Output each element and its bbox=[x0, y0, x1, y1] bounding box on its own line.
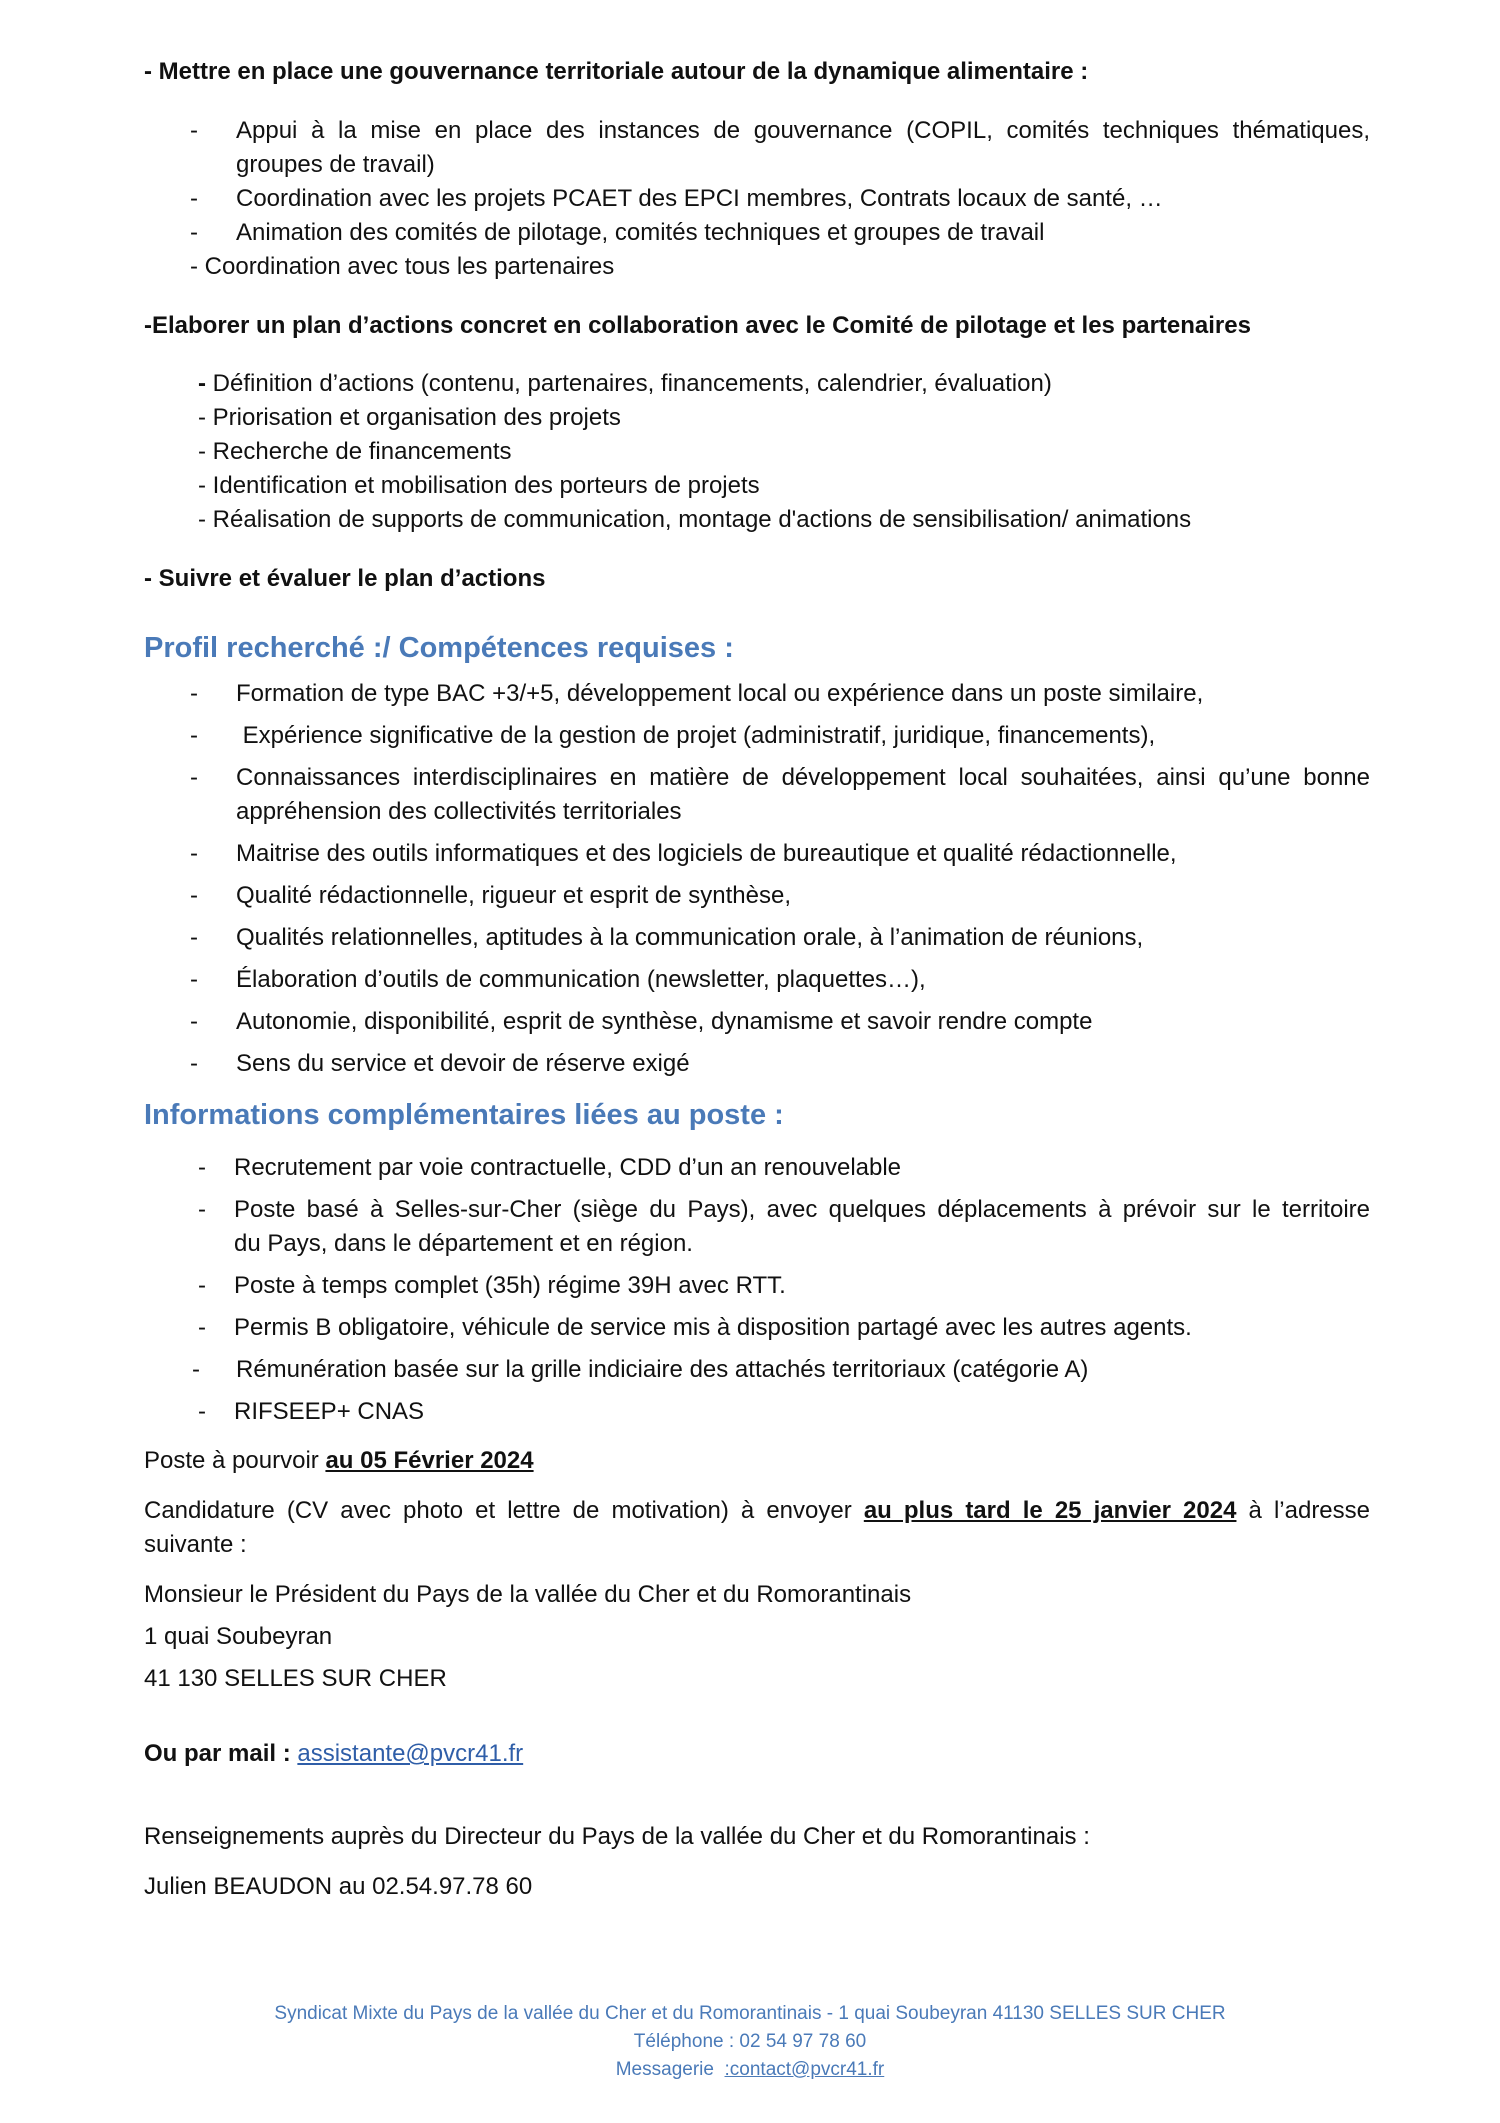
list-item: Qualité rédactionnelle, rigueur et esprit de synthèse, bbox=[236, 882, 791, 909]
bullet-dash: - bbox=[190, 117, 198, 144]
list-item: Maitrise des outils informatiques et des logiciels de bureautique et qualité rédactionnelle, bbox=[236, 840, 1177, 867]
list-item: - Définition d’actions (contenu, partenaires, financements, calendrier, évaluation) bbox=[198, 370, 1052, 397]
bullet-dash: - bbox=[198, 1272, 206, 1299]
list-item: Sens du service et devoir de réserve exigé bbox=[236, 1050, 690, 1077]
bullet-dash: - bbox=[190, 185, 198, 212]
list-item: Appui à la mise en place des instances de gouvernance (COPIL, comités techniques thématiques, bbox=[236, 117, 1370, 144]
list-item: Poste basé à Selles-sur-Cher (siège du Pays), avec quelques déplacements à prévoir sur le territoire bbox=[234, 1196, 1370, 1223]
list-item: Poste à temps complet (35h) régime 39H avec RTT. bbox=[234, 1272, 786, 1299]
list-item: RIFSEEP+ CNAS bbox=[234, 1398, 425, 1425]
bullet-dash: - bbox=[190, 882, 198, 909]
list-item: Coordination avec les projets PCAET des EPCI membres, Contrats locaux de santé, … bbox=[236, 185, 1163, 212]
mail-line: Ou par mail : assistante@pvcr41.fr bbox=[144, 1740, 524, 1767]
section-title-plan-actions: -Elaborer un plan d’actions concret en collaboration avec le Comité de pilotage et les partenaires bbox=[144, 312, 1251, 339]
poste-date-line: Poste à pourvoir au 05 Février 2024 bbox=[144, 1447, 534, 1474]
list-item: Autonomie, disponibilité, esprit de synthèse, dynamisme et savoir rendre compte bbox=[236, 1008, 1093, 1035]
list-item: - Identification et mobilisation des porteurs de projets bbox=[198, 472, 760, 499]
list-item: - Coordination avec tous les partenaires bbox=[190, 253, 615, 280]
list-item: Animation des comités de pilotage, comités techniques et groupes de travail bbox=[236, 219, 1045, 246]
bullet-dash: - bbox=[192, 1356, 200, 1383]
bullet-dash: - bbox=[198, 1196, 206, 1223]
mail-link[interactable]: assistante@pvcr41.fr bbox=[297, 1740, 524, 1767]
bullet-dash: - bbox=[190, 840, 198, 867]
list-item: - Priorisation et organisation des projets bbox=[198, 404, 621, 431]
list-item: Élaboration d’outils de communication (newsletter, plaquettes…), bbox=[236, 966, 926, 993]
list-item: Connaissances interdisciplinaires en matière de développement local souhaitées, ainsi qu’une bonne bbox=[236, 764, 1370, 791]
footer-email: Messagerie :contact@pvcr41.fr bbox=[615, 2059, 885, 2080]
footer-phone: Téléphone : 02 54 97 78 60 bbox=[633, 2031, 867, 2052]
list-item: Qualités relationnelles, aptitudes à la communication orale, à l’animation de réunions, bbox=[236, 924, 1144, 951]
bullet-dash: - bbox=[190, 219, 198, 246]
bullet-dash: - bbox=[190, 1050, 198, 1077]
address-line: Monsieur le Président du Pays de la vallée du Cher et du Romorantinais bbox=[144, 1581, 912, 1608]
list-item: Permis B obligatoire, véhicule de service mis à disposition partagé avec les autres agents. bbox=[234, 1314, 1192, 1341]
candidature-line-2: suivante : bbox=[144, 1531, 247, 1558]
footer-email-link[interactable]: :contact@pvcr41.fr bbox=[724, 2059, 885, 2080]
section-title-gouvernance: - Mettre en place une gouvernance territoriale autour de la dynamique alimentaire : bbox=[144, 58, 1089, 85]
bullet-dash: - bbox=[198, 1398, 206, 1425]
candidature-line: Candidature (CV avec photo et lettre de motivation) à envoyer au plus tard le 25 janvier 2024 à l’adresse bbox=[144, 1497, 1371, 1524]
list-item-continuation: du Pays, dans le département et en région. bbox=[234, 1230, 693, 1257]
contact-line: Julien BEAUDON au 02.54.97.78 60 bbox=[144, 1873, 533, 1900]
bullet-dash: - bbox=[190, 680, 198, 707]
bullet-dash: - bbox=[190, 924, 198, 951]
renseignements-line: Renseignements auprès du Directeur du Pays de la vallée du Cher et du Romorantinais : bbox=[144, 1823, 1090, 1850]
bullet-dash: - bbox=[190, 764, 198, 791]
list-item: Rémunération basée sur la grille indiciaire des attachés territoriaux (catégorie A) bbox=[236, 1356, 1089, 1383]
bullet-dash: - bbox=[190, 1008, 198, 1035]
address-line: 41 130 SELLES SUR CHER bbox=[144, 1665, 447, 1692]
list-item-continuation: groupes de travail) bbox=[236, 151, 435, 178]
list-item: Expérience significative de la gestion de projet (administratif, juridique, financements), bbox=[236, 722, 1156, 749]
list-item: - Réalisation de supports de communication, montage d'actions de sensibilisation/ animations bbox=[198, 506, 1192, 533]
info-heading: Informations complémentaires liées au poste : bbox=[144, 1099, 784, 1131]
section-title-suivi: - Suivre et évaluer le plan d’actions bbox=[144, 565, 546, 592]
list-item: Formation de type BAC +3/+5, développement local ou expérience dans un poste similaire, bbox=[236, 680, 1204, 707]
bullet-dash: - bbox=[190, 722, 198, 749]
list-item: Recrutement par voie contractuelle, CDD d’un an renouvelable bbox=[234, 1154, 902, 1181]
bullet-dash: - bbox=[198, 1314, 206, 1341]
list-item-continuation: appréhension des collectivités territoriales bbox=[236, 798, 682, 825]
address-line: 1 quai Soubeyran bbox=[144, 1623, 333, 1650]
footer-address: Syndicat Mixte du Pays de la vallée du Cher et du Romorantinais - 1 quai Soubeyran 41130 SELLES SUR CHER bbox=[274, 2003, 1226, 2024]
profile-heading: Profil recherché :/ Compétences requises : bbox=[144, 632, 734, 664]
bullet-dash: - bbox=[190, 966, 198, 993]
bullet-dash: - bbox=[198, 1154, 206, 1181]
list-item: - Recherche de financements bbox=[198, 438, 512, 465]
